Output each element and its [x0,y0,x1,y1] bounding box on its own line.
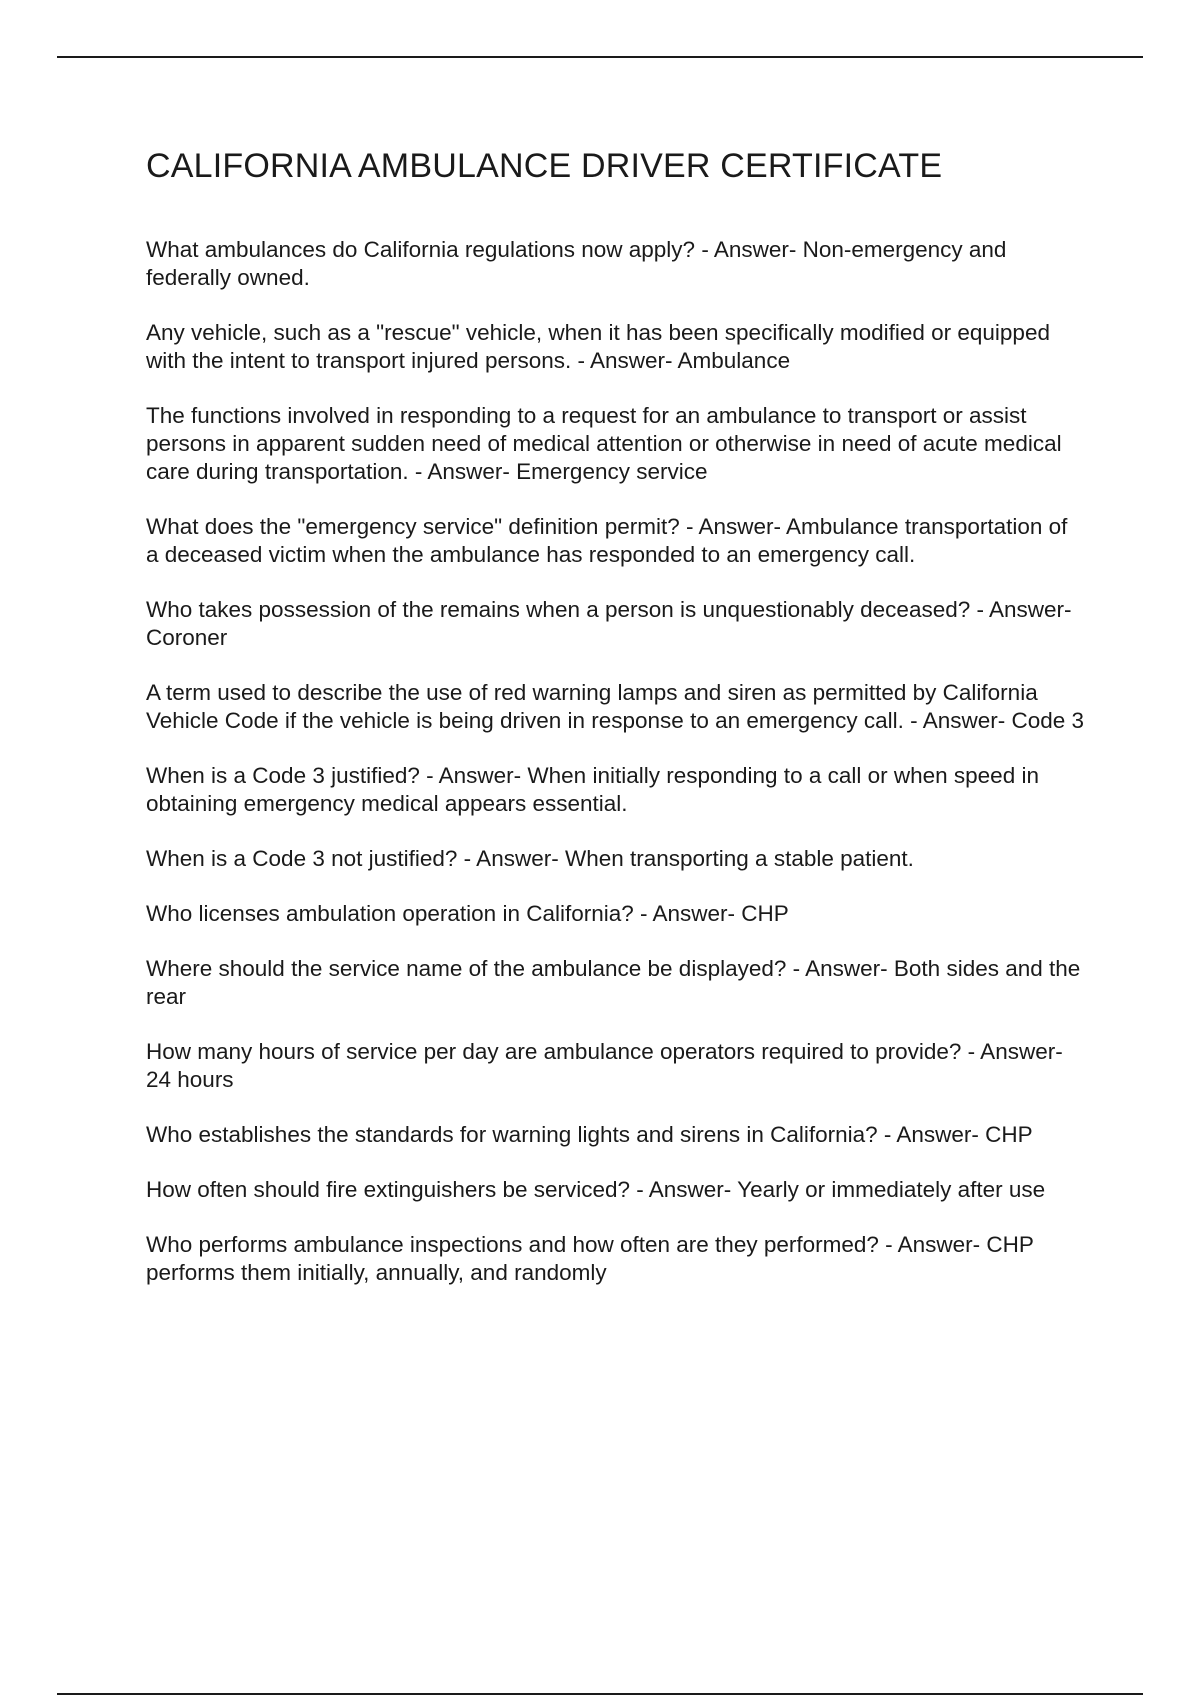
document-body [146,140,1086,1314]
page-bottom-rule [57,1693,1143,1695]
qa-item-10: Where should the service name of the ambulance be displayed? - Answer- Both sides and the rear [146,956,1081,1009]
qa-item-7: When is a Code 3 justified? - Answer- When initially responding to a call or when speed in obtaining emergency medical appears essential. [146,763,1039,816]
qa-item-5: Who takes possession of the remains when a person is unquestionably deceased? - Answer- Coroner [146,597,1072,650]
qa-item-14: Who performs ambulance inspections and how often are they performed? - Answer- CHP performs them initially, annually, and randomly [146,1232,1034,1285]
qa-item-1: What ambulances do California regulations now apply? - Answer- Non-emergency and federally owned. [146,237,1007,290]
qa-item-8: When is a Code 3 not justified? - Answer- When transporting a stable patient. [146,846,914,871]
document-title: CALIFORNIA AMBULANCE DRIVER CERTIFICATE [146,147,943,185]
qa-item-11: How many hours of service per day are ambulance operators required to provide? - Answer- 24 hours [146,1039,1063,1092]
qa-item-6: A term used to describe the use of red warning lamps and siren as permitted by California Vehicle Code if the vehicle is being driven in response to an emergency call. - Answer- Code 3 [146,680,1085,733]
question-answer-list [146,236,1086,1287]
qa-item-13: How often should fire extinguishers be serviced? - Answer- Yearly or immediately after use [146,1177,1046,1202]
qa-item-12: Who establishes the standards for warning lights and sirens in California? - Answer- CHP [146,1122,1033,1147]
qa-item-2: Any vehicle, such as a "rescue" vehicle, when it has been specifically modified or equipped with the intent to transport injured persons. - Answer- Ambulance [146,320,1050,373]
qa-item-4: What does the "emergency service" definition permit? - Answer- Ambulance transportation of a deceased victim when the ambulance has responded to an emergency call. [146,514,1068,567]
qa-item-3: The functions involved in responding to a request for an ambulance to transport or assist persons in apparent sudden need of medical attention or otherwise in need of acute medical care during transportation. - Answer- Emergency service [146,403,1062,484]
qa-item-9: Who licenses ambulation operation in California? - Answer- CHP [146,901,789,926]
page-top-rule [57,56,1143,58]
